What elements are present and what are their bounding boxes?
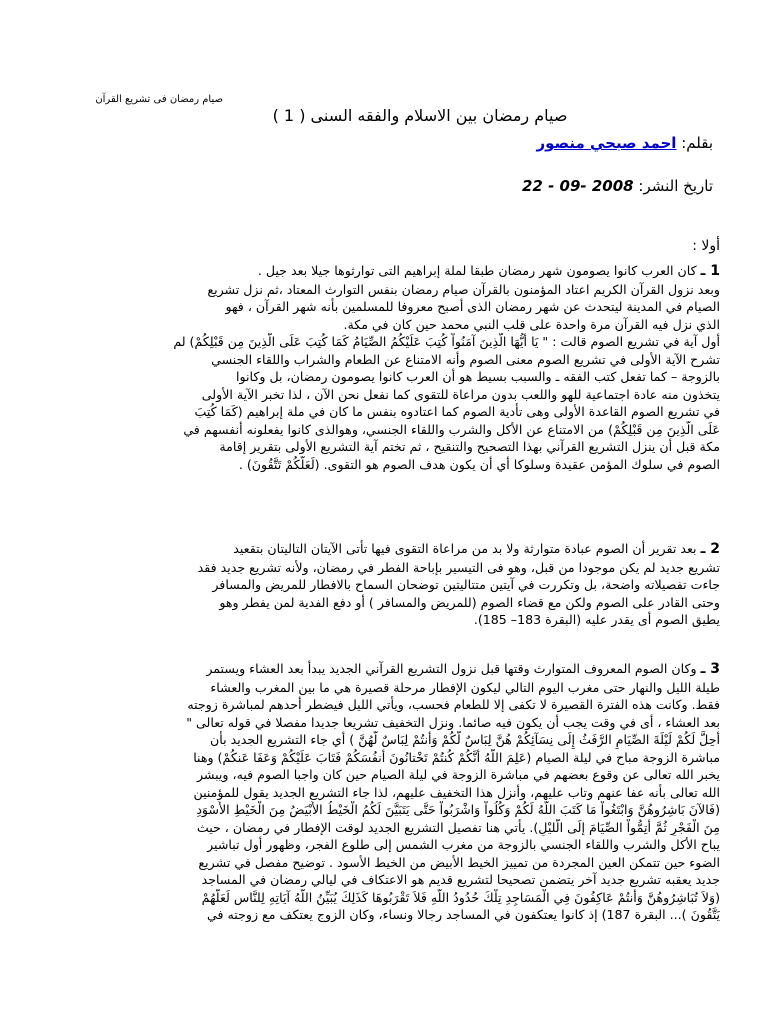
- paragraph-line: يخبر الله تعالى عن وقوع بعضهم في مباشرة الزوجة في ليلة الصيام حين كان واجبا الصوم فيه، ويبشر: [196, 767, 720, 782]
- paragraph-line: وحتى القادر على الصوم ولكن مع قضاء الصوم (للمريض والمسافر ) أو دفع الفدية لمن يفطر وهو: [219, 594, 720, 610]
- paragraph-text: كان العرب كانوا يصومون شهر رمضان طبقا لملة إبراهيم التى توارثوها جيلا بعد جيل .: [257, 263, 697, 278]
- paragraph-text: بعد تقرير أن الصوم عبادة متوارثة ولا بد من مراعاة التقوى فيها تأتى الآيتان التاليتان بتقعيد: [233, 541, 697, 556]
- paragraph-number: 1 ـ: [700, 263, 720, 279]
- paragraph-line: (فَالآنَ بَاشِرُوهُنَّ وَابْتَغُواْ مَا كَتَبَ اللّهُ لَكُمْ وَكُلُواْ وَاشْرَبُواْ حَتَّى يَتَبَيَّنَ لَكُمُ الْخَيْطُ الأَبْيَضُ مِنَ الْخَيْطِ الأَسْوَدِ: [196, 802, 720, 817]
- paragraph-line: (وَلاَ تُبَاشِرُوهُنَّ وَأَنتُمْ عَاكِفُونَ فِي الْمَسَاجِدِ تِلْكَ حُدُودُ اللّهِ فَلاَ تَقْرَبُوهَا كَذَلِكَ يُبَيِّنُ اللّهُ آيَاتِهِ لِلنَّاسِ لَعَلَّهُمْ: [201, 889, 720, 905]
- paragraph-2: [60, 540, 720, 629]
- document-small-title: صيام رمضان فى تشريع القرآن: [95, 94, 223, 105]
- paragraph-number: 3 ـ: [700, 661, 720, 677]
- paragraph-line: يطيق الصوم أى يقدر عليه (البقرة 183– 185).: [473, 612, 720, 627]
- author-label: بقلم:: [681, 134, 713, 152]
- paragraph-1: [60, 262, 720, 473]
- paragraph-line: [60, 540, 720, 559]
- paragraph-line: الصوم في سلوك المؤمن عقيدة وسلوكا أي أن يكون هدف الصوم هو التقوى. (لَعَلَّكُمْ تَتَّقُونَ) .: [238, 456, 720, 472]
- paragraph-line: الصيام في المدينة ليتحدث عن شهر رمضان الذى أصبح معروفا للمسلمين بأنه شهر القرآن ، فهو: [225, 299, 720, 314]
- paragraph-number: 2 ـ: [700, 541, 720, 557]
- paragraph-line: جاءت تفصيلاته واضحة، بل وتكررت في آيتين متتاليتين توضحان السماح بالافطار للمريض والمسافر: [212, 577, 720, 592]
- paragraph-line: الضوء حين تتمكن العين المجردة من تمييز الخيط الأبيض من الخيط الأسود . توضيح مفصل في تشريع: [198, 854, 720, 870]
- paragraph-line: [60, 262, 720, 281]
- paragraph-line: تشريع جديد لم يكن موجودا من قبل، وهو فى التيسير بإباحة الفطر في رمضان، ولأنه تشريع جديد فقد: [197, 559, 720, 575]
- paragraph-line: يباح الأكل والشرب واللقاء الجنسي بالزوجة من مغرب الشمس إلى طلوع الفجر، وظهور أول تباشير: [207, 837, 720, 852]
- paragraph-line: في تشريع الصوم القاعدة الأولى وهى تأدية الصوم كما اعتادوه بنفس ما كان في ملة إبراهيم (كَمَا كُتِبَ: [194, 404, 720, 419]
- author-name-link[interactable]: احمد صبحي منصور: [536, 134, 677, 152]
- paragraph-line: وبعد نزول القرآن الكريم اعتاد المؤمنون بالقرآن صيام رمضان بنفس التوارث المعتاد ،ثم نزل تشريع: [207, 281, 720, 297]
- section-first-label: أولا :: [692, 238, 720, 254]
- paragraph-line: يَتَّقُونَ )... البقرة 187) إذ كانوا يعتكفون في المساجد رجالا ونساء، وكان الزوج يعتكف مع زوجته في: [207, 907, 720, 922]
- paragraph-line: طيلة الليل والنهار حتى مغرب اليوم التالي ليكون الإفطار مرحلة قصيرة هي ما بين المغرب والعشاء: [210, 679, 720, 695]
- publish-date-line: [522, 177, 713, 195]
- paragraph-3: [60, 660, 720, 924]
- paragraph-line: [60, 660, 720, 679]
- paragraph-line: الله تعالى بأنه عفا عنهم وتاب عليهم، وأنزل هذا التخفيف عليهم، لذا جاء التشريع الجديد يقول للمؤمنين: [193, 784, 720, 800]
- paragraph-line: فقط. وكانت هذه الفترة القصيرة لا تكفى إلا للطعام فحسب، ويأتي الليل فيضطر أحدهم لمباشرة زوجته: [187, 697, 720, 712]
- paragraph-line: تشرح الآية الأولى في تشريع الصوم معنى الصوم وأنه الامتناع عن الطعام والشراب واللقاء الجنسي: [211, 351, 720, 367]
- date-label: تاريخ النشر:: [638, 177, 713, 195]
- paragraph-line: بعد العشاء ، أى في وقت يجب أن يكون فيه صائما. ونزل التخفيف تشريعا جديدا مفصلا في قوله تعالى ": [186, 714, 720, 730]
- paragraph-line: بالزوجة – كما تفعل كتب الفقه ـ والسبب بسيط هو أن العرب كانوا يصومون رمضان، بل وكانوا: [236, 369, 720, 384]
- paragraph-line: أول آية في تشريع الصوم قالت : " يَا أَيُّهَا الَّذِينَ آمَنُواْ كُتِبَ عَلَيْكُمُ الصِّيَامُ كَمَا كُتِبَ عَلَى الَّذِينَ مِن قَبْلِكُمْ) لم: [173, 334, 720, 349]
- paragraph-line: مباشرة الزوجة مباح في ليلة الصيام (عَلِمَ اللّهُ أَنَّكُمْ كُنتُمْ تَخْتانُونَ أَنفُسَكُمْ فَتَابَ عَلَيْكُمْ وَعَفَا عَنكُمْ) وهنا: [193, 749, 720, 765]
- author-line: [537, 134, 714, 152]
- paragraph-line: عَلَى الَّذِينَ مِن قَبْلِكُمْ) من الامتناع عن الأكل والشرب واللقاء الجنسي، وهوالذى كانوا يفعلونه أنفسهم في: [183, 421, 720, 437]
- paragraph-line: مِنَ الْفَجْرِ ثُمَّ أَتِمُّواْ الصِّيَامَ إِلَى الَّليْلِ). يأتي هنا تفصيل التشريع الجديد لوقت الإفطار في رمضان ، حيث: [196, 819, 720, 835]
- paragraph-line: جديد يعقبه تشريع جديد آخر يتضمن تصحيحا لتشريع قديم هو الاعتكاف في ليالي رمضان في المساجد: [201, 872, 720, 887]
- paragraph-text: وكان الصوم المعروف المتوارث وقتها قبل نزول التشريع القرآني الجديد يبدأ بعد العشاء ويستمر: [206, 661, 697, 676]
- paragraph-line: يتخذون منه عادة اجتماعية للهو واللعب بدون مراعاة للتقوى كما نفعل نحن الآن ، لذا تخبر الآية الأولى: [201, 386, 720, 402]
- date-value: 2008 -09 - 22: [522, 177, 634, 195]
- paragraph-line: الذي نزل فيه القرآن مرة واحدة على قلب النبي محمد حين كان في مكة.: [343, 316, 720, 332]
- document-main-title: صيام رمضان بين الاسلام والفقه السنى ( 1 ): [272, 106, 568, 125]
- paragraph-line: مكة قبل أن ينزل التشريع القرآني بهذا التصحيح والتنقيح ، ثم تختم آية التشريع الأولى بتقرير إقامة: [219, 439, 720, 454]
- paragraph-line: أُحِلَّ لَكُمْ لَيْلَةَ الصِّيَامِ الرَّفَثُ إِلَى نِسَآئِكُمْ هُنَّ لِبَاسٌ لَّكُمْ وَأَنتُمْ لِبَاسٌ لَّهُنَّ ) أي جاء التشريع الجديد بأن: [210, 732, 720, 747]
